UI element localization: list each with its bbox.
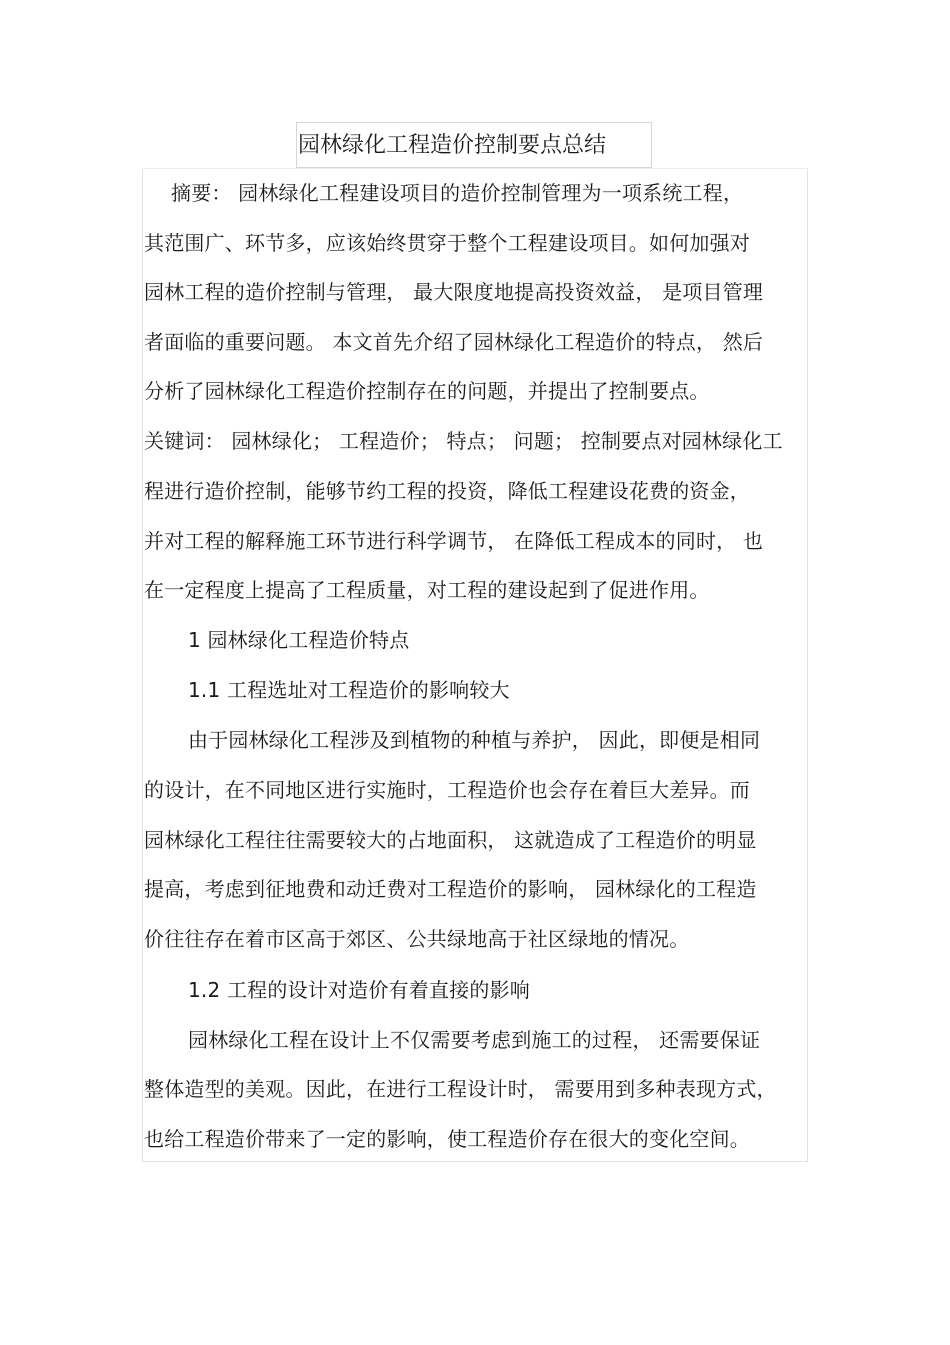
abstract-line-3: 园林工程的造价控制与管理， 最大限度地提高投资效益， 是项目管理 — [144, 280, 764, 304]
abstract-line-1: 摘要： 园林绿化工程建设项目的造价控制管理为一项系统工程， — [171, 181, 744, 205]
body-line-4: 提高，考虑到征地费和动迁费对工程造价的影响， 园林绿化的工程造 — [144, 877, 757, 901]
body-line-2: 的设计，在不同地区进行实施时，工程造价也会存在着巨大差异。而 — [144, 778, 750, 802]
subsection-heading-1-2: 1.2 工程的设计对造价有着直接的影响 — [188, 978, 530, 1002]
keywords-line: 关键词： 园林绿化； 工程造价； 特点； 问题； 控制要点对园林绿化工 — [144, 429, 783, 453]
body-line-3: 园林绿化工程往往需要较大的占地面积， 这就造成了工程造价的明显 — [144, 828, 757, 852]
abstract-line-5: 分析了园林绿化工程造价控制存在的问题，并提出了控制要点。 — [144, 379, 710, 403]
section-heading-1: 1 园林绿化工程造价特点 — [188, 628, 410, 652]
body-line-1: 由于园林绿化工程涉及到植物的种植与养护， 因此，即便是相同 — [188, 728, 761, 752]
subsection-heading-1-1: 1.1 工程选址对工程造价的影响较大 — [188, 678, 510, 702]
abstract-line-2: 其范围广、环节多，应该始终贯穿于整个工程建设项目。如何加强对 — [144, 231, 750, 255]
body-line-8: 也给工程造价带来了一定的影响，使工程造价存在很大的变化空间。 — [144, 1127, 750, 1151]
abstract-line-4: 者面临的重要问题。 本文首先介绍了园林绿化工程造价的特点， 然后 — [144, 330, 764, 354]
intro-line-2: 并对工程的解释施工环节进行科学调节， 在降低工程成本的同时， 也 — [144, 529, 764, 553]
body-line-7: 整体造型的美观。因此，在进行工程设计时， 需要用到多种表现方式， — [144, 1077, 777, 1101]
body-line-5: 价往往存在着市区高于郊区、公共绿地高于社区绿地的情况。 — [144, 927, 690, 951]
body-line-6: 园林绿化工程在设计上不仅需要考虑到施工的过程， 还需要保证 — [188, 1028, 761, 1052]
content-frame — [142, 168, 808, 1162]
intro-line-3: 在一定程度上提高了工程质量，对工程的建设起到了促进作用。 — [144, 578, 710, 602]
document-title: 园林绿化工程造价控制要点总结 — [298, 133, 607, 158]
intro-line-1: 程进行造价控制，能够节约工程的投资，降低工程建设花费的资金， — [144, 479, 750, 503]
